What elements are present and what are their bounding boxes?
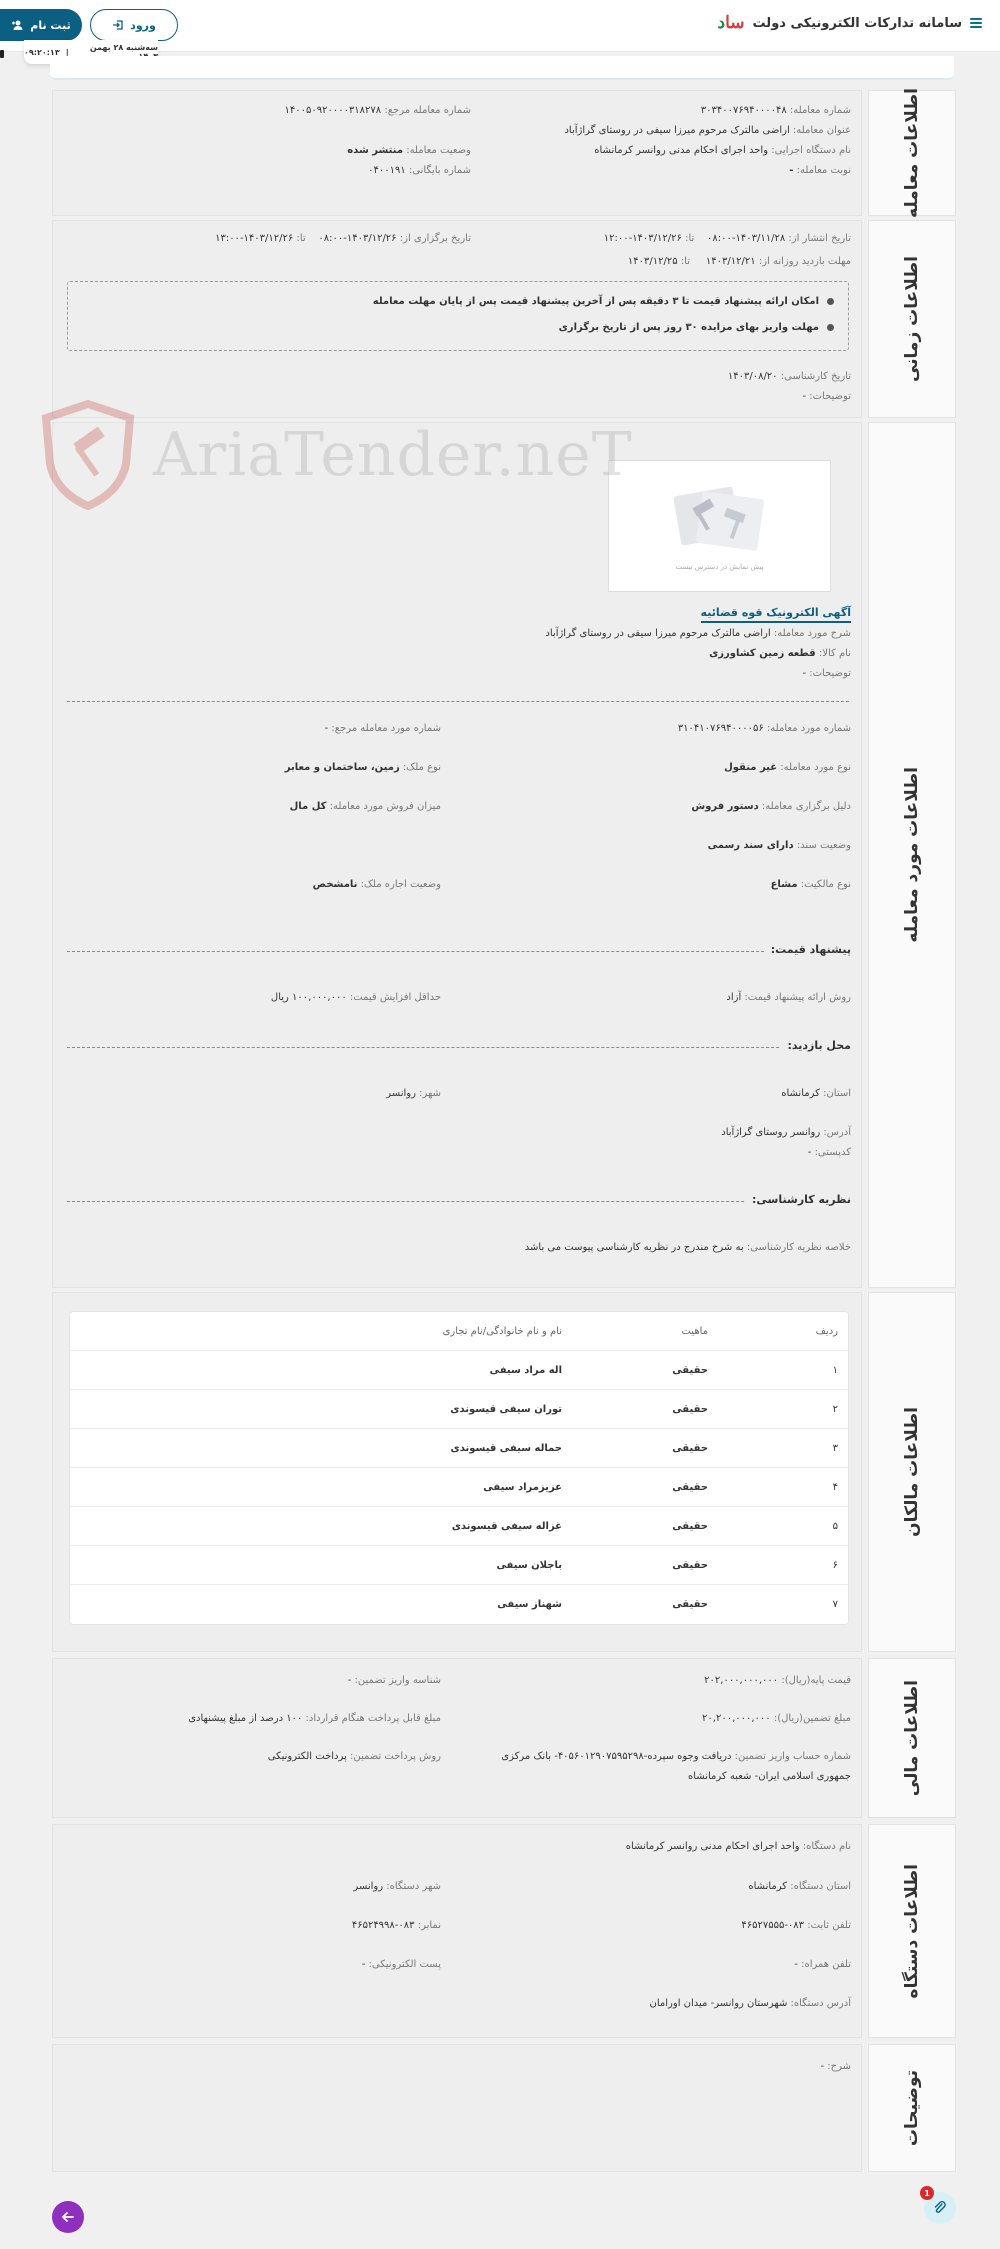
finance-info-content xyxy=(52,1658,862,1818)
owner-name: عزیزمراد سیفی xyxy=(483,1482,562,1493)
side-handle-icon[interactable] xyxy=(0,50,4,58)
org-fax-field: نمابر: ۰۸۳-۴۶۵۲۴۹۹۸ xyxy=(351,1920,441,1931)
time-info-content xyxy=(52,220,862,418)
divider xyxy=(67,1201,849,1202)
visit-deadline-field: مهلت بازدید روزانه از: ۱۴۰۳/۱۲/۲۱ تا: ۱۴۰۳/۱۲/۲۵ xyxy=(627,256,851,267)
item-number-field: شماره مورد معامله: ۳۱۰۴۱۰۷۶۹۴۰۰۰۰۵۶ xyxy=(677,723,851,734)
base-price-field: قیمت پایه(ریال): ۲۰۲,۰۰۰,۰۰۰,۰۰۰ xyxy=(704,1675,851,1686)
register-label: ثبت نام xyxy=(30,18,71,32)
section-owners-info xyxy=(52,1292,956,1652)
column-header: ماهیت xyxy=(681,1326,708,1337)
guarantee-method-field: روش پرداخت تضمین: پرداخت الکترونیکی xyxy=(267,1751,441,1762)
site-title: سامانه تدارکات الکترونیکی دولت xyxy=(752,15,962,31)
row-index: ۲ xyxy=(832,1404,838,1415)
logo-part-a: سا xyxy=(725,13,745,33)
org-address-field: آدرس دستگاه: شهرستان روانسر- میدان اورامان xyxy=(649,1998,851,2009)
org-phone-field: تلفن ثابت: ۰۸۳-۴۶۵۲۷۵۵۵ xyxy=(741,1920,851,1931)
lease-status-field: وضعیت اجاره ملک: نامشخص xyxy=(312,879,441,890)
sale-reason-field: دلیل برگزاری معامله: دستور فروش xyxy=(691,801,851,812)
notice-strip xyxy=(50,56,954,80)
org-info-content xyxy=(52,1824,862,2038)
table-row xyxy=(70,1546,848,1585)
org-name-field: نام دستگاه: واحد اجرای احکام مدنی روانسر کرمانشاه xyxy=(625,1841,851,1852)
row-index: ۶ xyxy=(832,1560,838,1571)
table-row xyxy=(70,1468,848,1507)
org-info-label xyxy=(868,1824,956,2038)
price-method-field: روش ارائه پیشنهاد قیمت: آزاد xyxy=(726,992,851,1003)
owner-name: باجلان سیفی xyxy=(496,1560,562,1571)
watermark xyxy=(38,400,633,520)
guarantee-amount-field: مبلغ تضمین(ریال): ۲۰,۲۰۰,۰۰۰,۰۰۰ xyxy=(702,1713,851,1724)
section-item-info xyxy=(52,422,956,1288)
owner-type: حقیقی xyxy=(672,1365,708,1376)
deal-info-label xyxy=(868,87,956,219)
org-province-field: استان دستگاه: کرمانشاه xyxy=(748,1881,851,1892)
deal-info-content xyxy=(52,90,862,216)
back-button[interactable] xyxy=(52,2201,84,2233)
logo-part-b: د xyxy=(717,13,726,33)
item-image-placeholder[interactable] xyxy=(608,460,831,592)
section-title: اطلاعات مالی xyxy=(902,1679,922,1797)
paperclip-icon xyxy=(933,2201,947,2215)
column-header: نام و نام خانوادگی/نام تجاری xyxy=(442,1326,562,1337)
divider xyxy=(67,951,849,952)
min-increase-field: حداقل افزایش قیمت: ۱۰۰,۰۰۰,۰۰۰ ریال xyxy=(270,992,441,1003)
section-title: اطلاعات زمانی xyxy=(902,255,922,383)
item-ref-field: شماره مورد معامله مرجع: - xyxy=(324,723,441,734)
section-title: توضیحات xyxy=(902,2069,922,2147)
register-button[interactable] xyxy=(0,9,82,41)
time-notes-field: توضیحات: - xyxy=(802,391,851,402)
ref-number-field: شماره معامله مرجع: ۱۴۰۰۵۰۹۲۰۰۰۰۳۱۸۲۷۸ xyxy=(284,105,471,116)
deal-subject-field: عنوان معامله: اراضی مالترک مرحوم میرزا سیفی در روستای گراژآباد xyxy=(564,125,851,136)
deal-status-field: وضعیت معامله: منتشر شده xyxy=(347,145,471,156)
login-button[interactable] xyxy=(90,9,178,41)
expert-date-field: تاریخ کارشناسی: ۱۴۰۳/۰۸/۲۰ xyxy=(727,371,851,382)
login-label: ورود xyxy=(130,18,156,32)
date-separator: | xyxy=(65,47,69,57)
owner-type: حقیقی xyxy=(672,1560,708,1571)
brand[interactable] xyxy=(718,13,982,33)
deal-number-field: شماره معامله: ۳۰۳۴۰۰۷۶۹۴۰۰۰۰۴۸ xyxy=(700,105,851,116)
owner-name: اله مراد سیفی xyxy=(489,1365,562,1376)
row-index: ۱ xyxy=(832,1365,838,1376)
item-notes-field: توضیحات: - xyxy=(802,668,851,679)
guarantee-account-line2: جمهوری اسلامی ایران- شعبه کرمانشاه xyxy=(688,1771,851,1782)
owner-type: حقیقی xyxy=(672,1443,708,1454)
row-index: ۷ xyxy=(832,1599,838,1610)
expert-opinion-heading: نظریه کارشناسی: xyxy=(746,1193,851,1206)
section-deal-info xyxy=(52,87,956,219)
watermark-shield-icon xyxy=(38,400,138,510)
item-info-content xyxy=(52,422,862,1288)
owner-type: حقیقی xyxy=(672,1482,708,1493)
owners-info-label xyxy=(868,1292,956,1652)
logo xyxy=(718,13,745,33)
condition-item: مهلت واریز بهای مزایده ۳۰ روز پس از تاریخ برگزاری xyxy=(559,322,834,333)
table-row xyxy=(70,1351,848,1390)
owner-name: جماله سیفی قیسوندی xyxy=(450,1443,562,1454)
city-field: شهر: روانسر xyxy=(386,1088,441,1099)
section-title: اطلاعات مورد معامله xyxy=(902,767,922,943)
divider xyxy=(67,701,849,702)
property-type-field: نوع ملک: زمین، ساختمان و معابر xyxy=(284,762,441,773)
watermark-text: AriaTender.neT xyxy=(153,420,633,490)
address-field: آدرس: روانسر روستای گراژآباد xyxy=(721,1127,851,1138)
sale-amount-field: میزان فروش مورد معامله: کل مال xyxy=(289,801,441,812)
arrow-left-icon xyxy=(61,2210,75,2224)
org-email-field: پست الکترونیکی: - xyxy=(361,1959,441,1970)
hold-date-field: تاریخ برگزاری از: ۱۴۰۳/۱۲/۲۶-۰۸:۰۰ تا: ۱۴۰۳/۱۲/۲۶-۱۳:۰۰ xyxy=(215,233,471,244)
table-row xyxy=(70,1585,848,1624)
attachments-button[interactable] xyxy=(924,2188,956,2224)
condition-item: امکان ارائه پیشنهاد قیمت تا ۳ دقیقه پس از آخرین پیشنهاد قیمت پس از پایان مهلت معامله xyxy=(373,296,834,307)
owners-info-content xyxy=(52,1292,862,1652)
table-row xyxy=(70,1507,848,1546)
doc-status-field: وضعیت سند: دارای سند رسمی xyxy=(707,840,851,851)
time-text: ۰۹:۲۰:۱۳ xyxy=(24,47,60,57)
item-type-field: نوع مورد معامله: غیر منقول xyxy=(724,762,851,773)
goods-name-field: نام کالا: قطعه زمین کشاورزی xyxy=(709,648,851,659)
finance-info-label xyxy=(868,1658,956,1818)
payable-amount-field: مبلغ قابل پرداخت هنگام قرارداد: ۱۰۰ درصد از مبلغ پیشنهادی xyxy=(188,1713,441,1724)
image-caption: پیش نمایش در دسترس نیست xyxy=(675,563,764,571)
price-heading: پیشنهاد قیمت: xyxy=(765,943,851,956)
gavel-image-icon xyxy=(667,483,773,553)
table-row xyxy=(70,1429,848,1468)
date-text: سه‌شنبه ۲۸ بهمن xyxy=(89,43,158,52)
section-title: اطلاعات معامله xyxy=(902,87,922,219)
section-description xyxy=(52,2044,956,2172)
archive-number-field: شماره بایگانی: ۰۴۰۰۱۹۱ xyxy=(368,165,471,176)
owner-name: غزاله سیفی قیسوندی xyxy=(451,1521,562,1532)
divider xyxy=(67,1047,849,1048)
visit-location-heading: محل بازدید: xyxy=(781,1039,851,1052)
row-index: ۳ xyxy=(832,1443,838,1454)
org-mobile-field: تلفن همراه: - xyxy=(794,1959,851,1970)
owner-name: شهناز سیفی xyxy=(497,1599,562,1610)
conditions-box xyxy=(67,281,849,351)
publish-date-field: تاریخ انتشار از: ۱۴۰۳/۱۱/۲۸-۰۸:۰۰ تا: ۱۴۰۳/۱۲/۲۶-۱۲:۰۰ xyxy=(603,233,851,244)
item-info-label xyxy=(868,422,956,1288)
section-org-info xyxy=(52,1824,956,2038)
attachments-count-badge: 1 xyxy=(920,2186,934,2200)
section-finance-info xyxy=(52,1658,956,1818)
province-field: استان: کرمانشاه xyxy=(781,1088,851,1099)
section-title: اطلاعات دستگاه xyxy=(902,1863,922,1999)
org-city-field: شهر دستگاه: روانسر xyxy=(353,1881,441,1892)
description-content xyxy=(52,2044,862,2172)
section-title: اطلاعات مالکان xyxy=(902,1407,922,1537)
guarantee-account-field: شماره حساب واریز تضمین: دریافت وجوه سپرده-۴۰۵۶۰۱۲۹۰۷۵۹۵۲۹۸- بانک مرکزی xyxy=(501,1751,851,1762)
ad-title-link[interactable]: آگهی الکترونیک قوه قضائیه xyxy=(701,606,851,623)
expert-summary-field: خلاصه نظریه کارشناسی: به شرح مندرج در نظریه کارشناسی پیوست می باشد xyxy=(524,1242,851,1253)
deal-round-field: نوبت معامله: - xyxy=(789,165,851,176)
item-desc-field: شرح مورد معامله: اراضی مالترک مرحوم میرزا سیفی در روستای گراژآباد xyxy=(545,628,851,639)
table-row xyxy=(70,1390,848,1429)
time-info-label xyxy=(868,220,956,418)
postal-code-field: کدپستی: - xyxy=(807,1147,851,1158)
row-index: ۴ xyxy=(832,1482,838,1493)
ownership-type-field: نوع مالکیت: مشاع xyxy=(770,879,851,890)
row-index: ۵ xyxy=(832,1521,838,1532)
column-header: ردیف xyxy=(815,1326,838,1337)
owner-type: حقیقی xyxy=(672,1521,708,1532)
login-icon xyxy=(112,19,124,31)
description-label xyxy=(868,2044,956,2172)
table-header-row xyxy=(70,1312,848,1351)
owners-table xyxy=(69,1311,849,1625)
owner-name: توران سیفی قیسوندی xyxy=(450,1404,562,1415)
add-user-icon xyxy=(11,19,24,31)
owner-type: حقیقی xyxy=(672,1404,708,1415)
guarantee-id-field: شناسه واریز تضمین: - xyxy=(347,1675,441,1686)
section-time-info xyxy=(52,220,956,418)
org-name-field: نام دستگاه اجرایی: واحد اجرای احکام مدنی روانسر کرمانشاه xyxy=(594,145,851,156)
menu-icon[interactable] xyxy=(970,18,982,28)
owner-type: حقیقی xyxy=(672,1599,708,1610)
description-field: شرح: - xyxy=(820,2061,851,2072)
